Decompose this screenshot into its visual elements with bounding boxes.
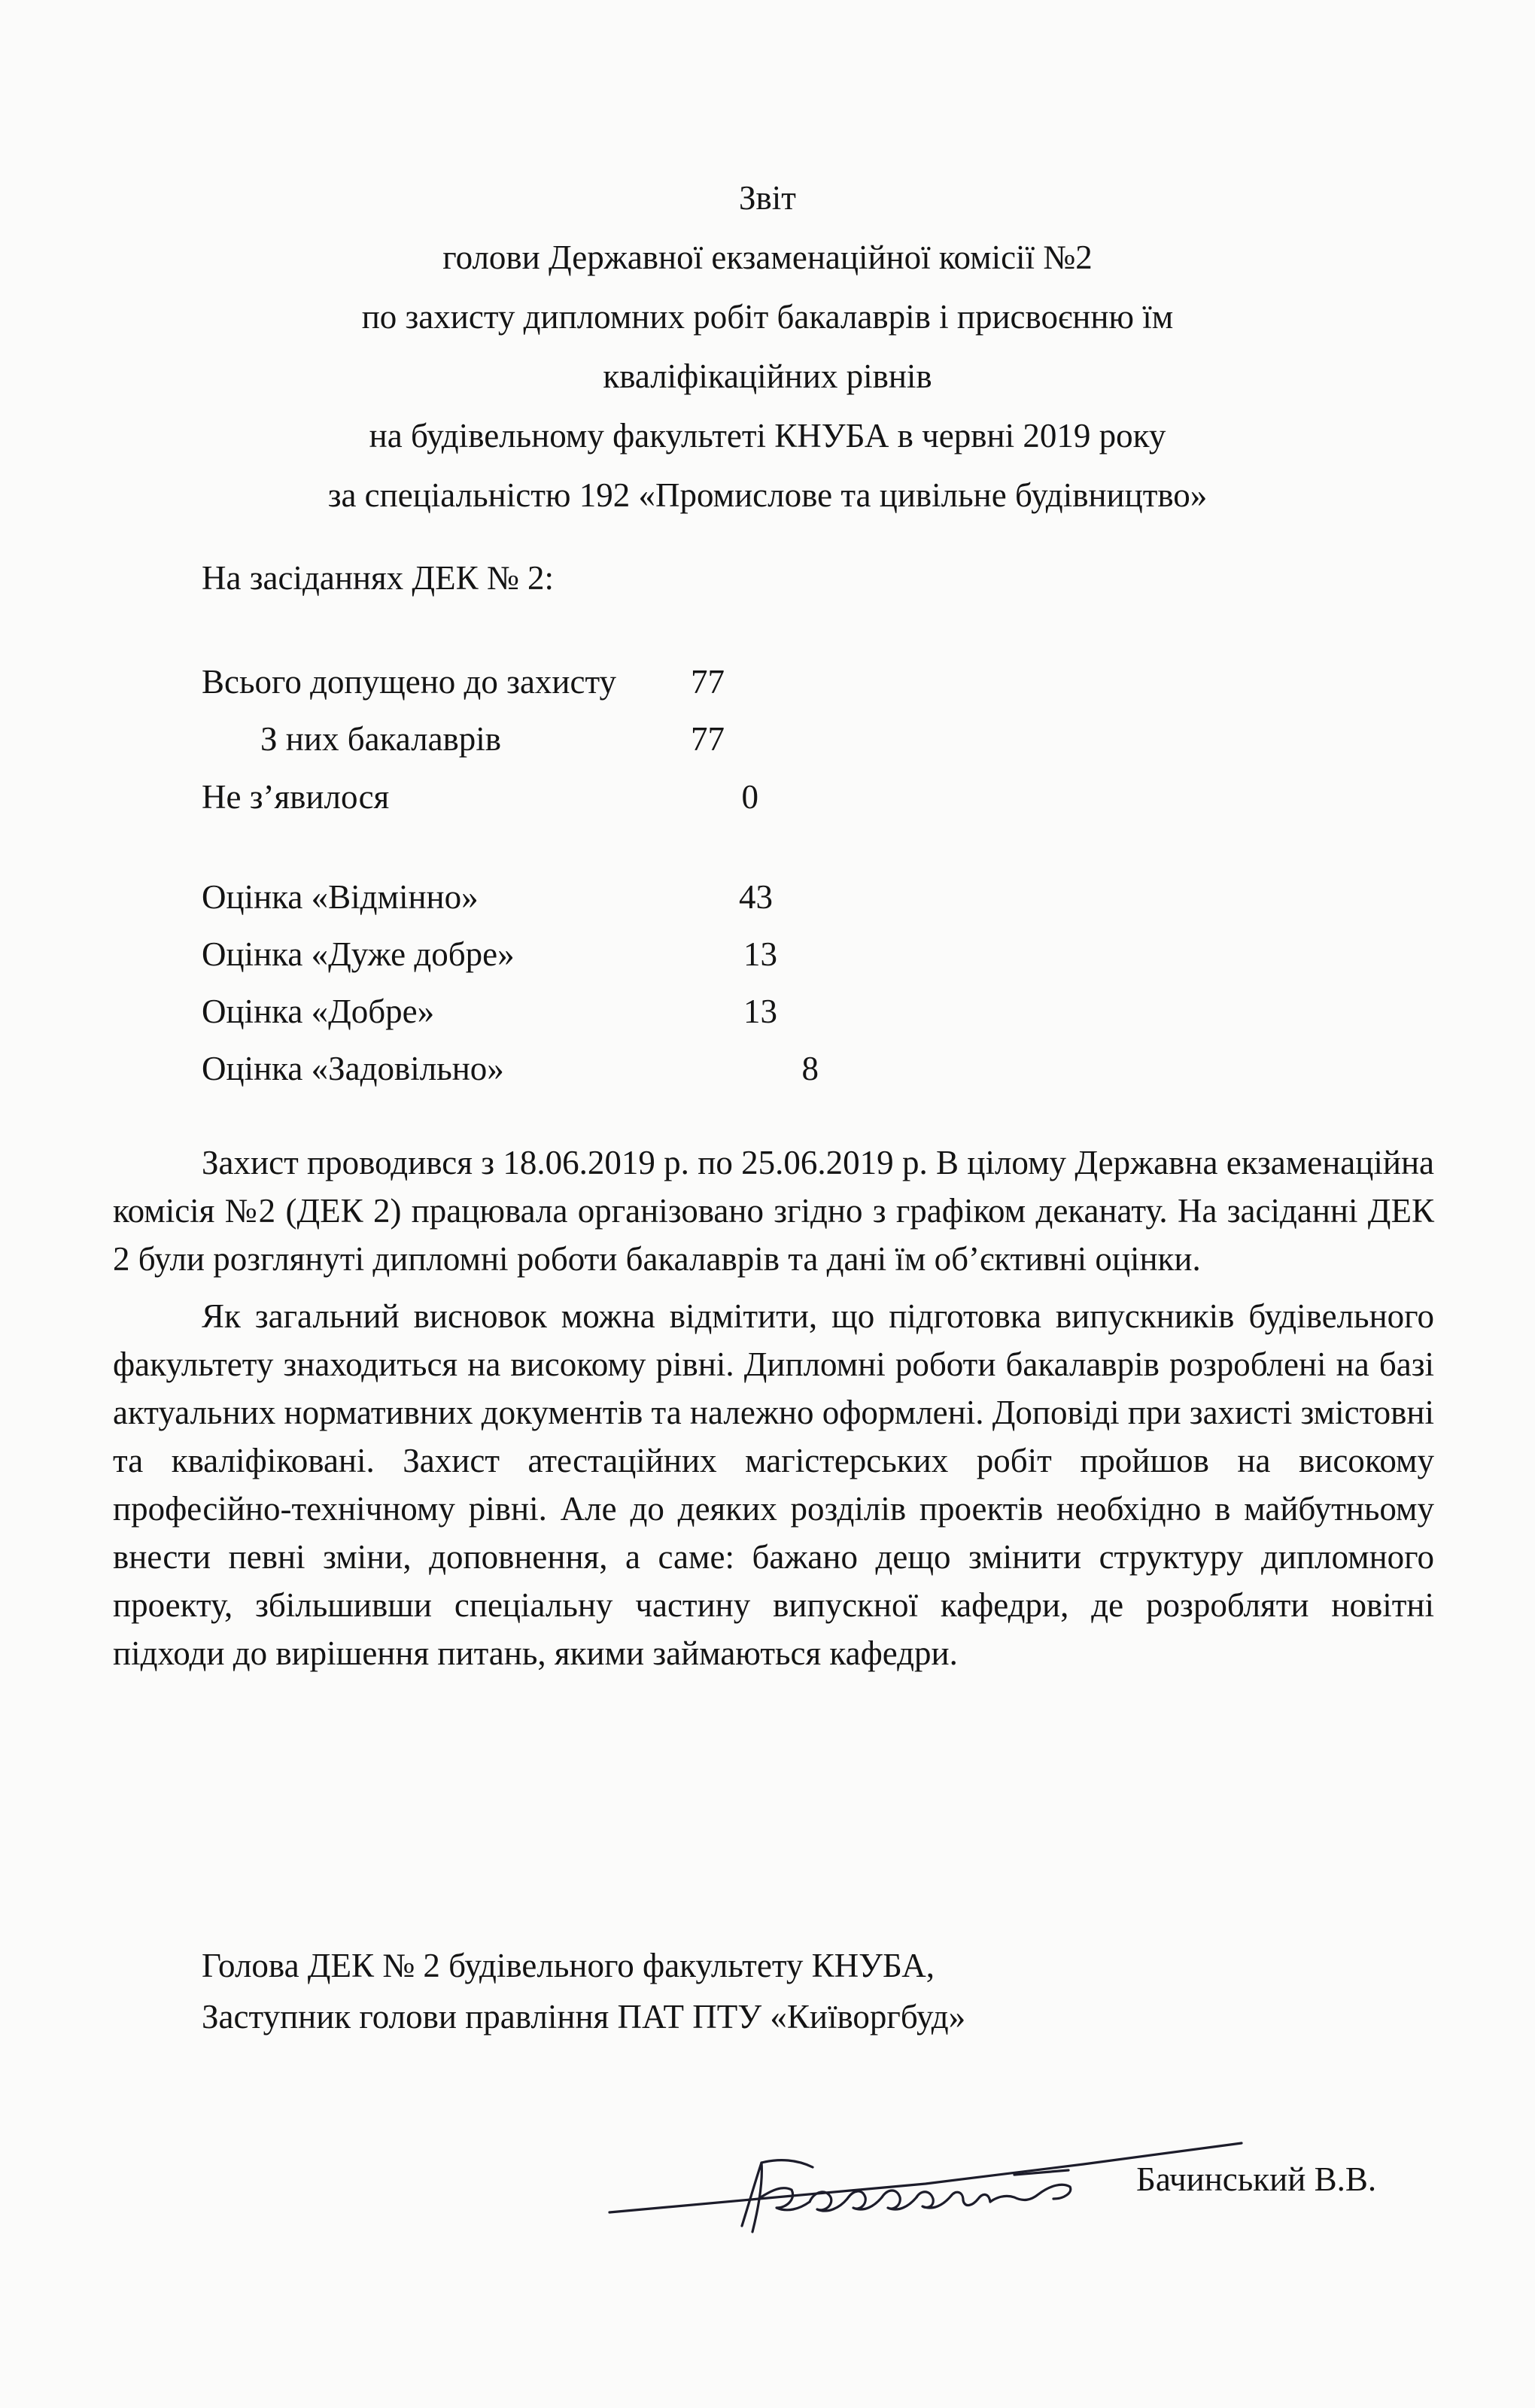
signoff-title-line: Заступник голови правління ПАТ ПТУ «Київоргбуд» [202, 1998, 966, 2036]
title-line: голови Державної екзаменаційної комісії №2 [442, 239, 1093, 276]
title-line: за спеціальністю 192 «Промислове та цивільне будівництво» [327, 476, 1208, 514]
signoff-block [202, 1940, 965, 2042]
stat-value: 13 [743, 935, 777, 973]
stat-value: 77 [691, 720, 725, 758]
stat-value: 0 [741, 778, 758, 816]
stat-label: Оцінка «Відмінно» [202, 878, 479, 916]
stat-value: 43 [739, 878, 773, 916]
stat-label: З них бакалаврів [260, 720, 502, 758]
paragraph-conclusion: Як загальний висновок можна відмітити, що підготовка випускників будівельного факультету знаходиться на високому рівні. Дипломні роботи бакалаврів розроблені на базі актуальних нормативних документів та належно оформлені. Доповіді при захисті змістовні та кваліфіковані. Захист атестаційних магістерських робіт пройшов на високому професійно-технічному рівні. Але до деяких розділів проектів необхідно в майбутньому внести певні зміни, доповнення, а саме: бажано дещо змінити структуру дипломного проекту, збільшивши спеціальну частину випускної кафедри, де розробляти новітні підходи до вирішення питань, якими займаються кафедри. [113, 1297, 1435, 1672]
title-line: по захисту дипломних робіт бакалаврів і присвоєнню їм [361, 298, 1174, 336]
signer-name: Бачинський В.В. [1136, 2160, 1377, 2198]
stat-label: Всього допущено до захисту [202, 663, 617, 701]
stat-value: 77 [691, 663, 725, 701]
report-title [0, 169, 1535, 525]
stat-label: Не з’явилося [202, 778, 390, 816]
title-line: Звіт [739, 179, 796, 217]
meetings-intro: На засіданнях ДЕК № 2: [202, 559, 555, 597]
stat-label: Оцінка «Дуже добре» [202, 935, 515, 973]
title-line: кваліфікаційних рівнів [603, 357, 932, 395]
stat-label: Оцінка «Добре» [202, 993, 435, 1030]
report-body [113, 1139, 1434, 1686]
signoff-position-line: Голова ДЕК № 2 будівельного факультету КНУБА, [202, 1947, 935, 1984]
title-line: на будівельному факультеті КНУБА в червні 2019 року [369, 417, 1166, 455]
stat-value: 8 [801, 1050, 819, 1087]
stat-label: Оцінка «Задовільно» [202, 1050, 504, 1087]
stat-value: 13 [743, 993, 777, 1030]
paragraph-defense-summary: Захист проводився з 18.06.2019 р. по 25.06.2019 р. В цілому Державна екзаменаційна комісія №2 (ДЕК 2) працювала організовано згідно з графіком деканату. На засіданні ДЕК 2 були розглянуті дипломні роботи бакалаврів та дані їм об’єктивні оцінки. [113, 1144, 1434, 1278]
